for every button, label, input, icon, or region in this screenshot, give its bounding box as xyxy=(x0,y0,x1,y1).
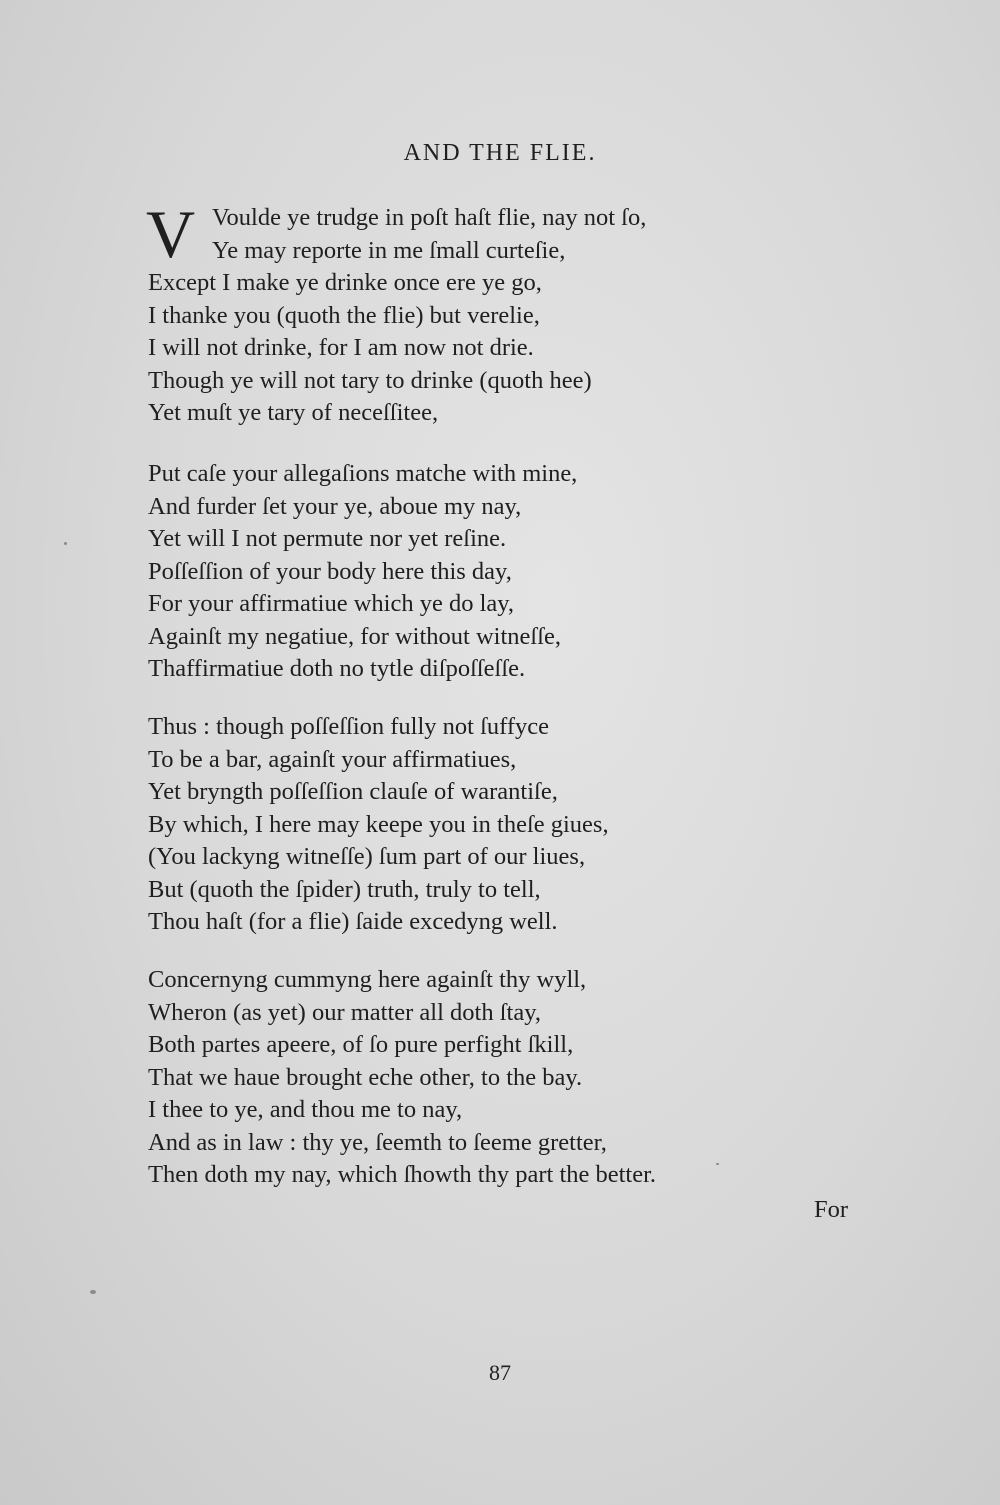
verse-line: Thaffirmatiue doth no tytle diſpoſſeſſe. xyxy=(148,655,526,682)
verse-line: Thou haſt (for a flie) ſaide excedyng well. xyxy=(148,908,558,935)
stanza-2 xyxy=(148,458,868,686)
page-number: 87 xyxy=(489,1360,511,1385)
verse-line: And as in law : thy ye, ſeemth to ſeeme gretter, xyxy=(148,1128,607,1156)
drop-cap: V xyxy=(146,196,196,272)
verse-line: Thus : though poſſeſſion fully not ſuffyce xyxy=(148,713,550,740)
verse-line: And furder ſet your ye, aboue my nay, xyxy=(148,492,522,520)
stanza-1 xyxy=(146,196,868,430)
paper-speck xyxy=(64,542,67,545)
verse-line: Then doth my nay, which ſhowth thy part the better. xyxy=(148,1161,657,1188)
verse-line: That we haue brought eche other, to the bay. xyxy=(148,1063,583,1091)
verse-line: Poſſeſſion of your body here this day, xyxy=(148,557,512,585)
verse-line: I thee to ye, and thou me to nay, xyxy=(148,1096,463,1123)
page-title: AND THE FLIE. xyxy=(403,140,597,166)
verse-line: Wheron (as yet) our matter all doth ſtay, xyxy=(148,998,541,1026)
verse-line: Againſt my negatiue, for without witneſſe, xyxy=(148,622,562,650)
verse-line: I thanke you (quoth the flie) but verelie, xyxy=(148,301,540,329)
verse-line: Concernyng cummyng here againſt thy wyll, xyxy=(148,966,587,993)
verse-line: Ye may reporte in me ſmall curteſie, xyxy=(212,236,566,264)
verse-line: Voulde ye trudge in poſt haſt flie, nay not ſo, xyxy=(212,204,647,231)
verse-line: For your affirmatiue which ye do lay, xyxy=(148,590,515,617)
verse-line: (You lackyng witneſſe) ſum part of our liues, xyxy=(148,843,586,870)
paper-speck xyxy=(90,1290,96,1294)
verse-line: Except I make ye drinke once ere ye go, xyxy=(148,269,542,296)
verse-line: Though ye will not tary to drinke (quoth hee) xyxy=(148,366,592,394)
verse-line: To be a bar, againſt your affirmatiues, xyxy=(148,745,517,773)
verse-line: Yet bryngth poſſeſſion clauſe of warantiſe, xyxy=(148,778,558,805)
verse-line: Yet will I not permute nor yet reſine. xyxy=(148,525,507,552)
verse-line: I will not drinke, for I am now not drie. xyxy=(148,334,534,361)
verse-line: Put caſe your allegaſions matche with mine, xyxy=(148,460,578,487)
paper-speck xyxy=(716,1163,719,1165)
stanza-3 xyxy=(148,711,868,939)
verse-line: Both partes apeere, of ſo pure perfight ſkill, xyxy=(148,1031,574,1058)
verse-line: But (quoth the ſpider) truth, truly to tell, xyxy=(148,875,541,903)
verse-line: By which, I here may keepe you in theſe giues, xyxy=(148,810,609,838)
verse-line: Yet muſt ye tary of neceſſitee, xyxy=(148,399,439,426)
catchword: For xyxy=(814,1196,849,1223)
stanza-4 xyxy=(148,964,868,1192)
